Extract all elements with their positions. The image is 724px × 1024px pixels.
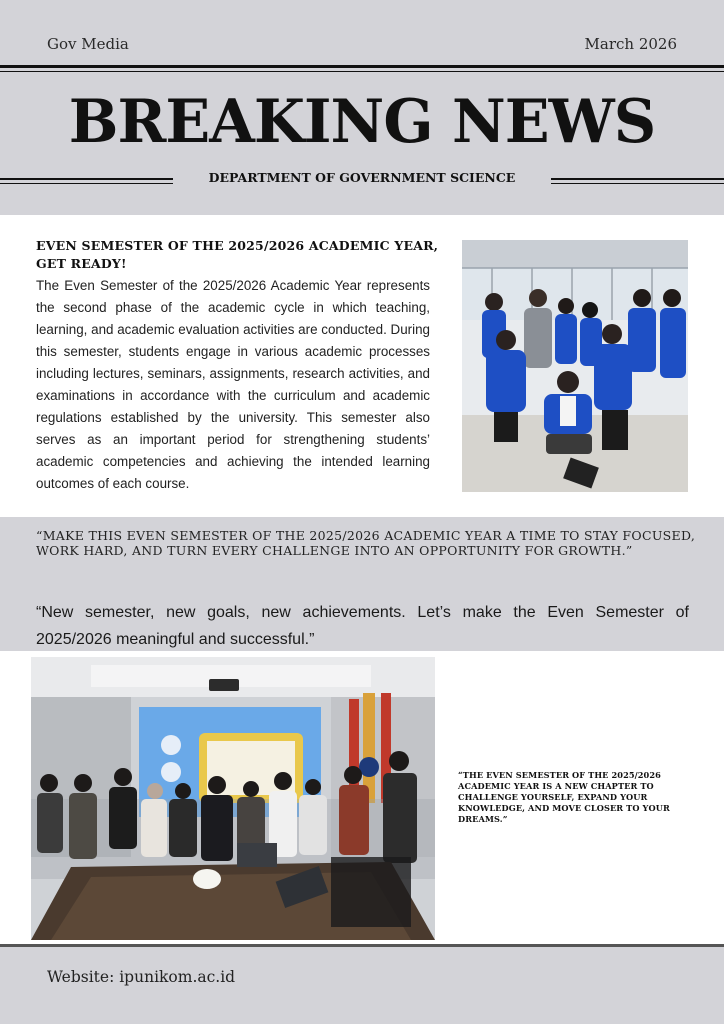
department-name: DEPARTMENT OF GOVERNMENT SCIENCE — [208, 170, 516, 185]
headline: BREAKING NEWS — [68, 87, 656, 157]
motivational-quote: “New semester, new goals, new achievements. Let’s make the Even Semester of 2025/2026 meaningful and successful.” — [36, 604, 689, 648]
department-row — [0, 168, 724, 188]
top-rule — [0, 65, 724, 68]
student-group-photo — [462, 240, 688, 492]
article-body: The Even Semester of the 2025/2026 Academic Year represents the second phase of the academic cycle in which teaching, learning, and academic evaluation activities are conducted. During this semester, students engage in various academic processes including lectures, seminars, assignments, research activities, and examinations in accordance with the curriculum and academic regulations established by the university. This semester also serves as an important period for strengthening students’ academic competencies and achieving the intended learning outcomes of each course. — [36, 278, 430, 491]
article-title: EVEN SEMESTER OF THE 2025/2026 ACADEMIC YEAR, GET READY! — [36, 238, 439, 271]
website-text: Website: ipunikom.ac.id — [47, 968, 236, 986]
top-rule-thin — [0, 71, 724, 72]
publisher-name: Gov Media — [47, 35, 129, 53]
motivational-quote-caps: “MAKE THIS EVEN SEMESTER OF THE 2025/2026 ACADEMIC YEAR A TIME TO STAY FOCUSED, WORK HARD, AND TURN EVERY CHALLENGE INTO AN OPPORTUNITY FOR GROWTH.” — [36, 528, 696, 558]
side-quote: “THE EVEN SEMESTER OF THE 2025/2026 ACADEMIC YEAR IS A NEW CHAPTER TO CHALLENGE YOURSELF, EXPAND YOUR KNOWLEDGE, AND MOVE CLOSER TO YOUR DREAMS.” — [458, 770, 670, 824]
meeting-room-photo — [31, 657, 435, 940]
issue-date: March 2026 — [584, 35, 677, 53]
